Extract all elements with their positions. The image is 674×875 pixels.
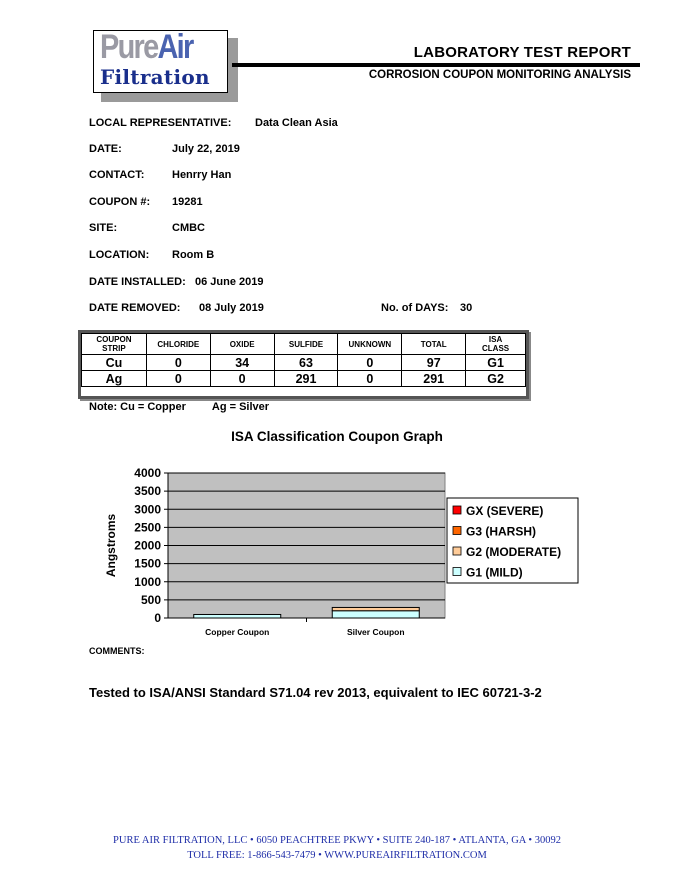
legend-swatch xyxy=(453,547,461,555)
field-value: Room B xyxy=(172,249,215,261)
header-coupon-strip: COUPON STRIP xyxy=(82,334,147,355)
field-label: DATE REMOVED: xyxy=(89,302,181,314)
legend-label: GX (SEVERE) xyxy=(466,504,544,518)
cell-sulfide: 291 xyxy=(274,371,338,387)
cell-strip: Ag xyxy=(82,371,147,387)
bar-segment xyxy=(332,607,419,610)
y-tick-label: 500 xyxy=(140,592,161,607)
x-tick-label: Copper Coupon xyxy=(205,627,270,637)
legend-swatch xyxy=(453,506,461,514)
legend-label: G2 (MODERATE) xyxy=(466,545,562,559)
cell-total: 291 xyxy=(402,371,466,387)
bar-segment xyxy=(332,611,419,618)
y-tick-label: 0 xyxy=(154,611,161,625)
standard-note: Tested to ISA/ANSI Standard S71.04 rev 2013, equivalent to IEC 60721-3-2 xyxy=(89,685,542,700)
report-title: LABORATORY TEST REPORT xyxy=(413,44,631,61)
y-tick-label: 4000 xyxy=(134,466,161,480)
y-tick-label: 1000 xyxy=(134,574,161,589)
header-sulfide: SULFIDE xyxy=(274,334,338,355)
legend-swatch xyxy=(453,568,461,576)
field-value: 08 July 2019 xyxy=(199,302,264,314)
y-tick-label: 1500 xyxy=(134,556,161,571)
field-value: 19281 xyxy=(172,196,203,208)
y-tick-label: 2000 xyxy=(134,538,161,553)
cell-isa-class: G2 xyxy=(466,371,526,387)
y-tick-label: 3500 xyxy=(134,484,161,499)
logo-pure-text: Pure xyxy=(100,30,158,66)
header-unknown: UNKNOWN xyxy=(338,334,402,355)
cell-sulfide: 63 xyxy=(274,355,338,371)
logo-filtration-text: Filtration xyxy=(100,65,210,89)
legend-swatch xyxy=(453,527,461,535)
field-label: SITE: xyxy=(89,222,118,234)
report-subtitle: CORROSION COUPON MONITORING ANALYSIS xyxy=(368,69,631,81)
header-isa-class: ISA CLASS xyxy=(466,334,526,355)
cell-unknown: 0 xyxy=(338,371,402,387)
cell-chloride: 0 xyxy=(146,371,210,387)
legend-label: G3 (HARSH) xyxy=(466,524,537,539)
footer-address: PURE AIR FILTRATION, LLC • 6050 PEACHTREE PKWY • SUITE 240-187 • ATLANTA, GA • 30092 xyxy=(113,835,561,846)
logo-air-text: Air xyxy=(157,30,193,66)
field-label: No. of DAYS: xyxy=(381,302,449,314)
field-value: 06 June 2019 xyxy=(195,276,264,288)
field-label: DATE: xyxy=(89,143,122,155)
header-total: TOTAL xyxy=(402,334,466,355)
field-value: CMBC xyxy=(172,222,205,234)
footer-contact: TOLL FREE: 1-866-543-7479 • WWW.PUREAIRFILTRATION.COM xyxy=(187,850,487,861)
cell-oxide: 0 xyxy=(210,371,274,387)
cell-oxide: 34 xyxy=(210,355,274,371)
cell-unknown: 0 xyxy=(338,355,402,371)
header-chloride: CHLORIDE xyxy=(146,334,210,355)
cell-total: 97 xyxy=(402,355,466,371)
chart-title: ISA Classification Coupon Graph xyxy=(231,429,443,444)
y-axis-label: Angstroms xyxy=(104,513,118,578)
cell-chloride: 0 xyxy=(146,355,210,371)
field-label: LOCATION: xyxy=(89,249,150,261)
field-value: Henrry Han xyxy=(172,169,232,181)
x-tick-label: Silver Coupon xyxy=(346,627,405,637)
comments-label: COMMENTS: xyxy=(89,646,145,656)
legend-label: G1 (MILD) xyxy=(466,565,523,580)
field-label: COUPON #: xyxy=(89,196,151,208)
field-value: 30 xyxy=(460,302,473,314)
bar-segment xyxy=(194,614,281,618)
field-value: July 22, 2019 xyxy=(172,143,240,155)
y-tick-label: 3000 xyxy=(134,502,161,517)
field-label: LOCAL REPRESENTATIVE: xyxy=(89,117,232,129)
field-value: Data Clean Asia xyxy=(255,117,338,129)
note-silver: Ag = Silver xyxy=(211,401,270,413)
header-oxide: OXIDE xyxy=(210,334,274,355)
field-label: DATE INSTALLED: xyxy=(89,276,186,288)
cell-isa-class: G1 xyxy=(466,355,526,371)
note-copper: Note: Cu = Copper xyxy=(89,401,186,413)
field-label: CONTACT: xyxy=(89,169,145,181)
cell-strip: Cu xyxy=(82,355,147,371)
y-tick-label: 2500 xyxy=(134,520,161,535)
